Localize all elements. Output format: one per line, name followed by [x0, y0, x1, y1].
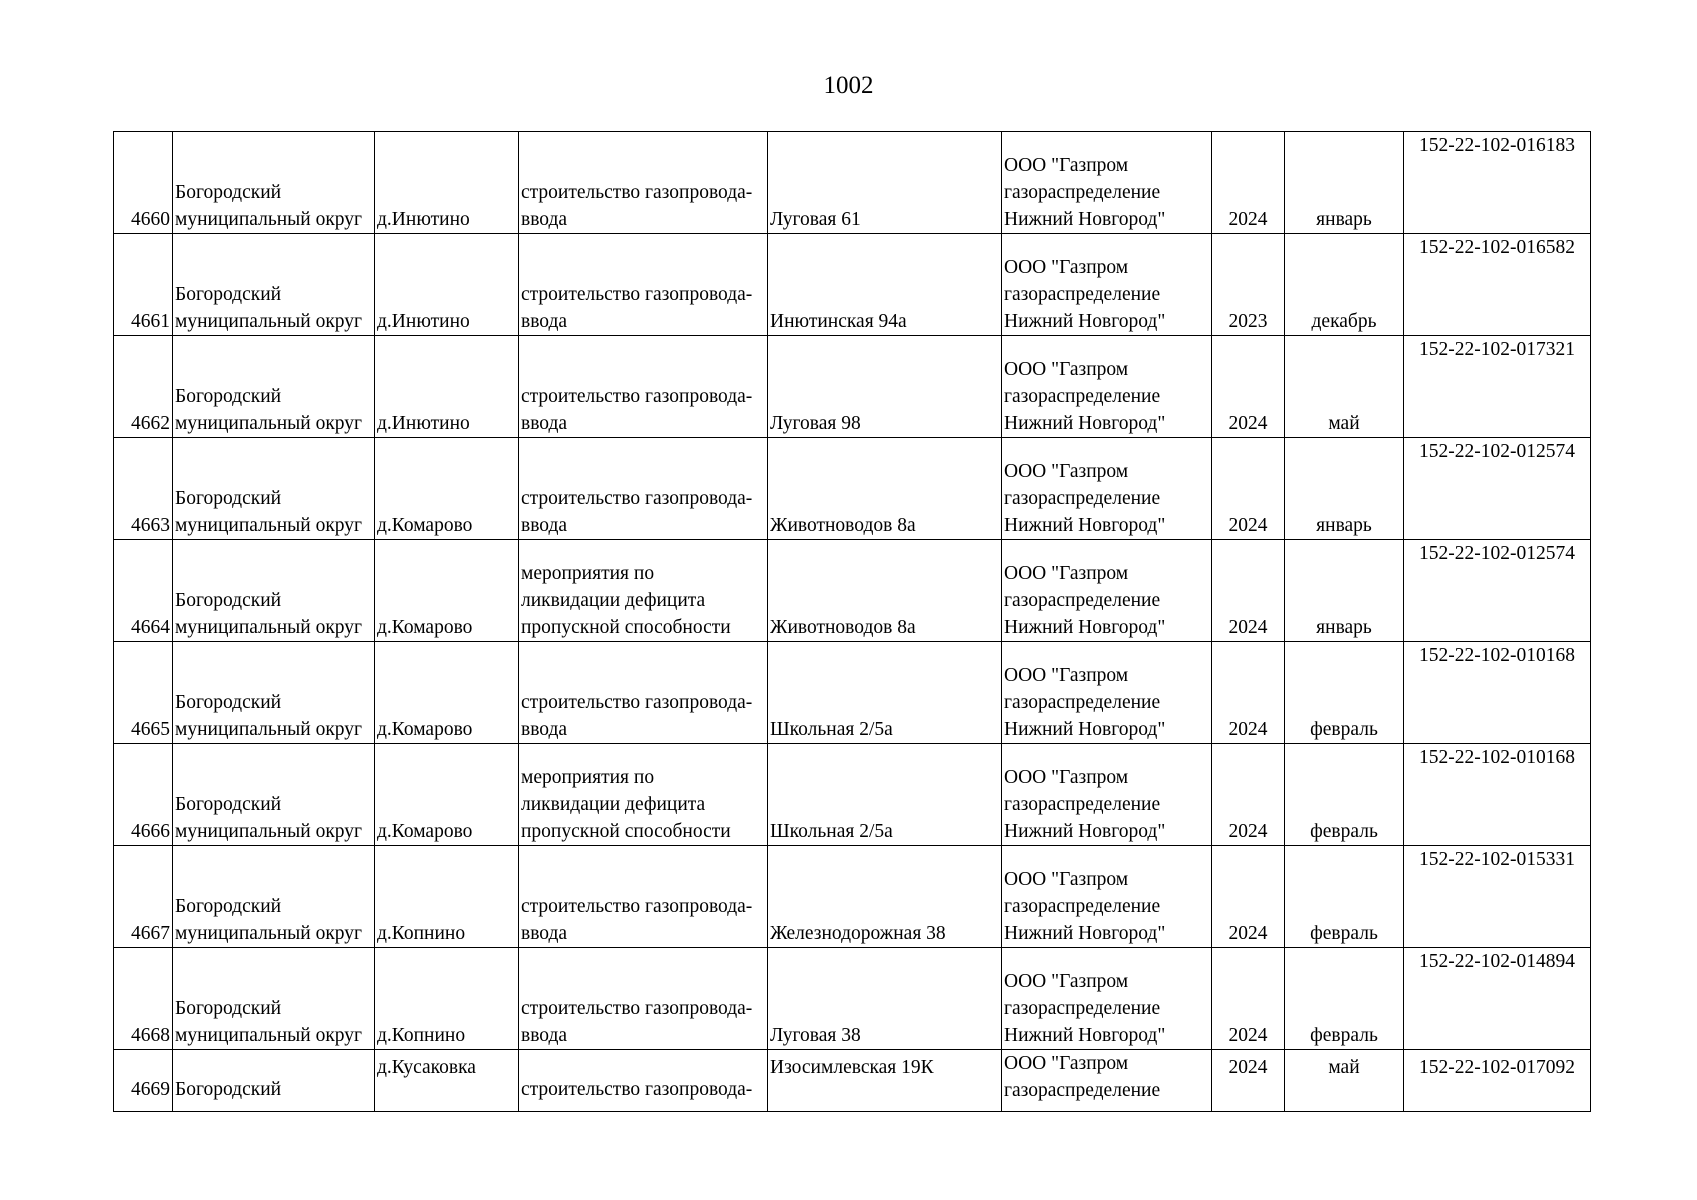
work-type-cell — [519, 744, 768, 846]
month-cell: январь — [1285, 132, 1404, 234]
work-type-line: строительство газопровода- — [521, 284, 753, 305]
year-cell: 2024 — [1212, 438, 1285, 540]
work-type-line: ввода — [521, 1025, 568, 1046]
row-number-cell: 4660 — [114, 132, 173, 234]
row-number-cell: 4664 — [114, 540, 173, 642]
work-type-line: строительство газопровода- — [521, 386, 753, 407]
organization-line: Нижний Новгород" — [1004, 617, 1166, 638]
organization-line: газораспределение — [1004, 1080, 1161, 1101]
district-line: Богородский — [175, 794, 282, 815]
district-line: Богородский — [175, 590, 282, 611]
work-type-line: строительство газопровода- — [521, 1079, 753, 1100]
district-line: муниципальный округ — [175, 209, 363, 230]
organization-line: газораспределение — [1004, 488, 1161, 509]
month-cell: декабрь — [1285, 234, 1404, 336]
table-row — [114, 540, 1591, 642]
locality-cell: д.Комарово — [375, 540, 519, 642]
work-type-cell — [519, 642, 768, 744]
address-cell: Луговая 61 — [768, 132, 1002, 234]
organization-line: ООО "Газпром — [1004, 563, 1129, 584]
organization-line: газораспределение — [1004, 998, 1161, 1019]
work-type-line: строительство газопровода- — [521, 896, 753, 917]
organization-line: газораспределение — [1004, 692, 1161, 713]
table-row — [114, 438, 1591, 540]
organization-cell — [1002, 642, 1212, 744]
organization-cell — [1002, 1050, 1212, 1112]
organization-line: Нижний Новгород" — [1004, 311, 1166, 332]
address-cell: Школьная 2/5а — [768, 642, 1002, 744]
code-cell: 152-22-102-014894 — [1404, 948, 1591, 1050]
locality-cell: д.Копнино — [375, 948, 519, 1050]
address-cell: Изосимлевская 19К — [768, 1050, 1002, 1112]
organization-line: Нижний Новгород" — [1004, 209, 1166, 230]
month-cell: февраль — [1285, 744, 1404, 846]
work-type-line: ввода — [521, 515, 568, 536]
month-cell: февраль — [1285, 948, 1404, 1050]
table-row — [114, 846, 1591, 948]
year-cell: 2024 — [1212, 846, 1285, 948]
district-line: муниципальный округ — [175, 923, 363, 944]
district-line: Богородский — [175, 896, 282, 917]
table-row — [114, 132, 1591, 234]
district-cell — [173, 1050, 375, 1112]
month-cell: январь — [1285, 438, 1404, 540]
organization-cell — [1002, 234, 1212, 336]
organization-line: ООО "Газпром — [1004, 359, 1129, 380]
row-number-cell: 4661 — [114, 234, 173, 336]
year-cell: 2024 — [1212, 540, 1285, 642]
work-type-line: ликвидации дефицита — [521, 590, 706, 611]
district-line: муниципальный округ — [175, 821, 363, 842]
row-number-cell: 4663 — [114, 438, 173, 540]
month-cell: май — [1285, 336, 1404, 438]
work-type-cell — [519, 1050, 768, 1112]
organization-cell — [1002, 336, 1212, 438]
work-type-cell — [519, 336, 768, 438]
district-line: Богородский — [175, 998, 282, 1019]
table-row — [114, 642, 1591, 744]
code-cell: 152-22-102-012574 — [1404, 438, 1591, 540]
district-cell — [173, 540, 375, 642]
district-line: Богородский — [175, 386, 282, 407]
work-type-line: строительство газопровода- — [521, 692, 753, 713]
year-cell: 2024 — [1212, 642, 1285, 744]
year-cell: 2024 — [1212, 132, 1285, 234]
organization-line: ООО "Газпром — [1004, 155, 1129, 176]
locality-cell: д.Кусаковка — [375, 1050, 519, 1112]
work-type-line: ввода — [521, 719, 568, 740]
row-number-cell: 4668 — [114, 948, 173, 1050]
organization-line: газораспределение — [1004, 284, 1161, 305]
work-type-cell — [519, 132, 768, 234]
code-cell: 152-22-102-010168 — [1404, 744, 1591, 846]
address-cell: Луговая 38 — [768, 948, 1002, 1050]
locality-cell: д.Инютино — [375, 234, 519, 336]
organization-cell — [1002, 540, 1212, 642]
organization-line: Нижний Новгород" — [1004, 1025, 1166, 1046]
work-type-line: ввода — [521, 311, 568, 332]
code-cell: 152-22-102-010168 — [1404, 642, 1591, 744]
district-cell — [173, 846, 375, 948]
work-type-line: строительство газопровода- — [521, 488, 753, 509]
work-type-line: строительство газопровода- — [521, 182, 753, 203]
work-type-line: ввода — [521, 923, 568, 944]
organization-line: газораспределение — [1004, 182, 1161, 203]
work-type-line: ввода — [521, 413, 568, 434]
code-cell: 152-22-102-017321 — [1404, 336, 1591, 438]
district-cell — [173, 132, 375, 234]
address-cell: Животноводов 8а — [768, 540, 1002, 642]
table-row — [114, 948, 1591, 1050]
locality-cell: д.Комарово — [375, 642, 519, 744]
month-cell: февраль — [1285, 846, 1404, 948]
organization-line: газораспределение — [1004, 896, 1161, 917]
row-number-cell: 4662 — [114, 336, 173, 438]
address-cell: Животноводов 8а — [768, 438, 1002, 540]
organization-line: Нижний Новгород" — [1004, 515, 1166, 536]
organization-line: Нижний Новгород" — [1004, 413, 1166, 434]
district-line: Богородский — [175, 692, 282, 713]
month-cell: февраль — [1285, 642, 1404, 744]
code-cell: 152-22-102-016582 — [1404, 234, 1591, 336]
page-number: 1002 — [823, 72, 874, 99]
address-cell: Инютинская 94а — [768, 234, 1002, 336]
organization-line: ООО "Газпром — [1004, 665, 1129, 686]
district-line: муниципальный округ — [175, 413, 363, 434]
gasification-table — [113, 131, 1591, 1112]
table-row — [114, 744, 1591, 846]
address-cell: Школьная 2/5а — [768, 744, 1002, 846]
organization-cell — [1002, 438, 1212, 540]
row-number-cell: 4665 — [114, 642, 173, 744]
code-cell: 152-22-102-015331 — [1404, 846, 1591, 948]
district-line: муниципальный округ — [175, 719, 363, 740]
work-type-cell — [519, 540, 768, 642]
organization-line: ООО "Газпром — [1004, 257, 1129, 278]
row-number-cell: 4666 — [114, 744, 173, 846]
district-line: муниципальный округ — [175, 1025, 363, 1046]
year-cell: 2024 — [1212, 336, 1285, 438]
locality-cell: д.Комарово — [375, 744, 519, 846]
year-cell: 2024 — [1212, 1050, 1285, 1112]
organization-line: ООО "Газпром — [1004, 971, 1129, 992]
district-line: муниципальный округ — [175, 311, 363, 332]
code-cell: 152-22-102-016183 — [1404, 132, 1591, 234]
row-number-cell: 4669 — [114, 1050, 173, 1112]
table-row — [114, 1050, 1591, 1112]
code-cell: 152-22-102-012574 — [1404, 540, 1591, 642]
organization-line: газораспределение — [1004, 794, 1161, 815]
district-line: Богородский — [175, 488, 282, 509]
table-body — [114, 132, 1591, 1112]
month-cell: май — [1285, 1050, 1404, 1112]
table-row — [114, 336, 1591, 438]
work-type-line: пропускной способности — [521, 617, 731, 638]
locality-cell: д.Комарово — [375, 438, 519, 540]
organization-line: ООО "Газпром — [1004, 767, 1129, 788]
district-cell — [173, 234, 375, 336]
work-type-cell — [519, 948, 768, 1050]
organization-line: газораспределение — [1004, 590, 1161, 611]
organization-line: Нижний Новгород" — [1004, 821, 1166, 842]
district-line: Богородский — [175, 1079, 282, 1100]
district-line: муниципальный округ — [175, 515, 363, 536]
address-cell: Железнодорожная 38 — [768, 846, 1002, 948]
organization-line: Нижний Новгород" — [1004, 923, 1166, 944]
work-type-cell — [519, 846, 768, 948]
locality-cell: д.Копнино — [375, 846, 519, 948]
organization-cell — [1002, 948, 1212, 1050]
organization-line: ООО "Газпром — [1004, 869, 1129, 890]
district-line: Богородский — [175, 182, 282, 203]
work-type-line: пропускной способности — [521, 821, 731, 842]
row-number-cell: 4667 — [114, 846, 173, 948]
district-line: муниципальный округ — [175, 617, 363, 638]
work-type-cell — [519, 234, 768, 336]
organization-line: Нижний Новгород" — [1004, 719, 1166, 740]
district-line: Богородский — [175, 284, 282, 305]
district-cell — [173, 336, 375, 438]
table-row — [114, 234, 1591, 336]
work-type-line: ликвидации дефицита — [521, 794, 706, 815]
locality-cell: д.Инютино — [375, 132, 519, 234]
work-type-cell — [519, 438, 768, 540]
work-type-line: строительство газопровода- — [521, 998, 753, 1019]
code-cell: 152-22-102-017092 — [1404, 1050, 1591, 1112]
work-type-line: мероприятия по — [521, 767, 655, 788]
year-cell: 2024 — [1212, 744, 1285, 846]
district-cell — [173, 438, 375, 540]
work-type-line: ввода — [521, 209, 568, 230]
organization-cell — [1002, 132, 1212, 234]
district-cell — [173, 744, 375, 846]
organization-line: газораспределение — [1004, 386, 1161, 407]
year-cell: 2024 — [1212, 948, 1285, 1050]
month-cell: январь — [1285, 540, 1404, 642]
locality-cell: д.Инютино — [375, 336, 519, 438]
district-cell — [173, 642, 375, 744]
organization-line: ООО "Газпром — [1004, 1053, 1129, 1074]
district-cell — [173, 948, 375, 1050]
work-type-line: мероприятия по — [521, 563, 655, 584]
address-cell: Луговая 98 — [768, 336, 1002, 438]
organization-cell — [1002, 846, 1212, 948]
year-cell: 2023 — [1212, 234, 1285, 336]
organization-line: ООО "Газпром — [1004, 461, 1129, 482]
organization-cell — [1002, 744, 1212, 846]
